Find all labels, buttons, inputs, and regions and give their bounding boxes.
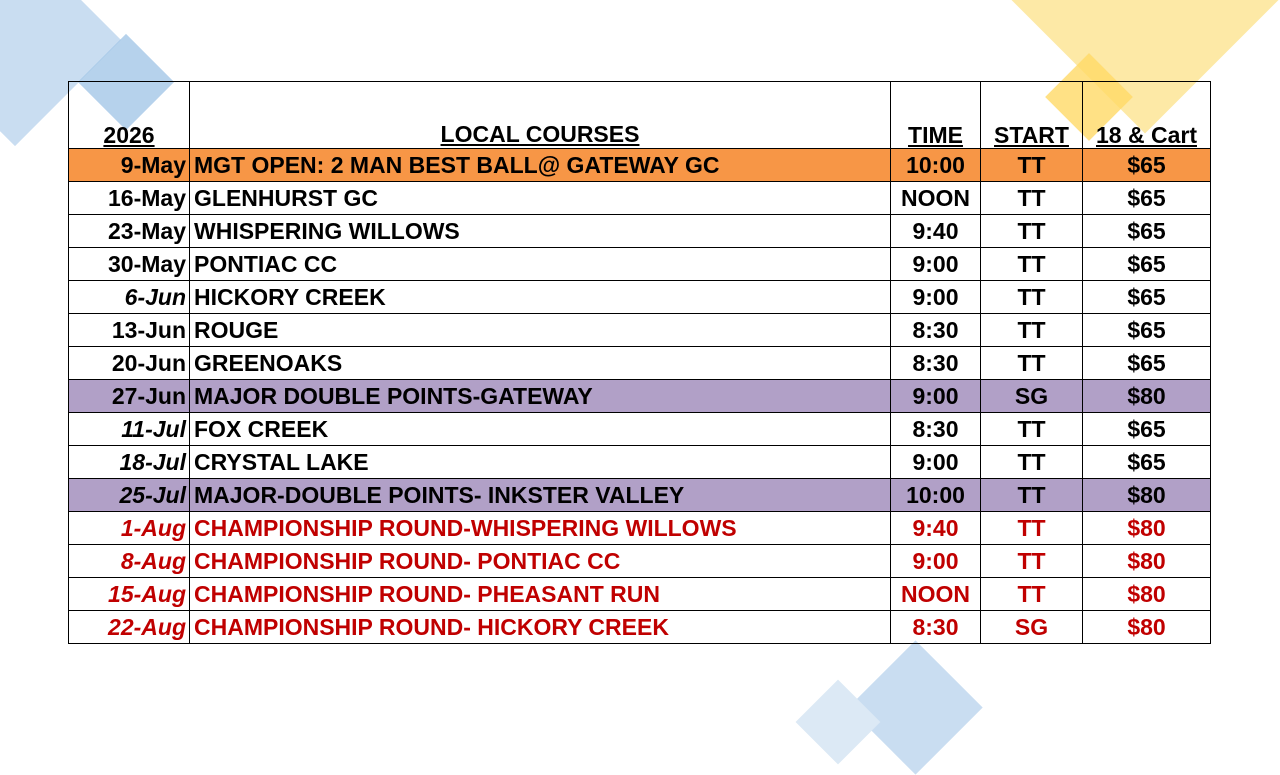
row-time: 9:40	[891, 215, 981, 248]
schedule-table	[68, 81, 1211, 644]
row-start: TT	[981, 413, 1083, 446]
row-date: 22-Aug	[69, 611, 190, 644]
row-time: 10:00	[891, 479, 981, 512]
row-course: GREENOAKS	[190, 347, 891, 380]
row-date: 16-May	[69, 182, 190, 215]
row-course: ROUGE	[190, 314, 891, 347]
row-price: $80	[1083, 479, 1211, 512]
row-course: CRYSTAL LAKE	[190, 446, 891, 479]
row-price: $65	[1083, 281, 1211, 314]
row-date: 13-Jun	[69, 314, 190, 347]
table-row	[69, 281, 1211, 314]
table-row	[69, 149, 1211, 182]
row-price: $65	[1083, 149, 1211, 182]
row-date: 27-Jun	[69, 380, 190, 413]
row-price: $80	[1083, 512, 1211, 545]
row-time: 9:00	[891, 545, 981, 578]
row-start: TT	[981, 545, 1083, 578]
row-date: 9-May	[69, 149, 190, 182]
table-row	[69, 413, 1211, 446]
row-price: $65	[1083, 215, 1211, 248]
row-course: WHISPERING WILLOWS	[190, 215, 891, 248]
row-price: $65	[1083, 182, 1211, 215]
row-price: $65	[1083, 347, 1211, 380]
table-row	[69, 215, 1211, 248]
decor-blue-diamond-bottom	[848, 640, 982, 774]
row-course: PONTIAC CC	[190, 248, 891, 281]
row-course: CHAMPIONSHIP ROUND- HICKORY CREEK	[190, 611, 891, 644]
row-date: 1-Aug	[69, 512, 190, 545]
row-date: 25-Jul	[69, 479, 190, 512]
header-start: START	[981, 82, 1083, 149]
row-start: TT	[981, 446, 1083, 479]
row-course: GLENHURST GC	[190, 182, 891, 215]
row-start: TT	[981, 512, 1083, 545]
table-row	[69, 347, 1211, 380]
row-start: TT	[981, 182, 1083, 215]
row-time: 8:30	[891, 413, 981, 446]
table-row	[69, 479, 1211, 512]
header-row	[69, 82, 1211, 149]
table-row	[69, 314, 1211, 347]
row-start: TT	[981, 215, 1083, 248]
row-time: 9:00	[891, 380, 981, 413]
row-date: 30-May	[69, 248, 190, 281]
row-time: 8:30	[891, 611, 981, 644]
row-course: CHAMPIONSHIP ROUND- PONTIAC CC	[190, 545, 891, 578]
row-date: 6-Jun	[69, 281, 190, 314]
row-date: 11-Jul	[69, 413, 190, 446]
row-start: TT	[981, 314, 1083, 347]
row-date: 8-Aug	[69, 545, 190, 578]
row-time: 9:40	[891, 512, 981, 545]
table-row	[69, 182, 1211, 215]
row-course: CHAMPIONSHIP ROUND-WHISPERING WILLOWS	[190, 512, 891, 545]
row-time: 10:00	[891, 149, 981, 182]
row-course: HICKORY CREEK	[190, 281, 891, 314]
table-row	[69, 611, 1211, 644]
header-18-and-cart: 18 & Cart	[1083, 82, 1211, 149]
row-start: SG	[981, 611, 1083, 644]
row-time: 8:30	[891, 347, 981, 380]
row-price: $65	[1083, 446, 1211, 479]
table-row	[69, 446, 1211, 479]
row-time: NOON	[891, 578, 981, 611]
row-time: 9:00	[891, 281, 981, 314]
row-course: MGT OPEN: 2 MAN BEST BALL@ GATEWAY GC	[190, 149, 891, 182]
row-price: $80	[1083, 578, 1211, 611]
row-time: 8:30	[891, 314, 981, 347]
table-row	[69, 545, 1211, 578]
row-start: TT	[981, 479, 1083, 512]
row-price: $80	[1083, 545, 1211, 578]
row-start: TT	[981, 248, 1083, 281]
row-price: $65	[1083, 413, 1211, 446]
row-start: TT	[981, 281, 1083, 314]
row-course: MAJOR-DOUBLE POINTS- INKSTER VALLEY	[190, 479, 891, 512]
table-row	[69, 248, 1211, 281]
row-start: SG	[981, 380, 1083, 413]
header-year: 2026	[69, 82, 190, 149]
row-course: CHAMPIONSHIP ROUND- PHEASANT RUN	[190, 578, 891, 611]
table-row	[69, 578, 1211, 611]
row-time: 9:00	[891, 248, 981, 281]
row-start: TT	[981, 347, 1083, 380]
row-date: 20-Jun	[69, 347, 190, 380]
row-price: $65	[1083, 314, 1211, 347]
row-time: NOON	[891, 182, 981, 215]
row-date: 18-Jul	[69, 446, 190, 479]
row-date: 15-Aug	[69, 578, 190, 611]
row-date: 23-May	[69, 215, 190, 248]
header-local-courses: LOCAL COURSES	[190, 82, 891, 149]
row-time: 9:00	[891, 446, 981, 479]
row-start: TT	[981, 578, 1083, 611]
table-row	[69, 512, 1211, 545]
row-start: TT	[981, 149, 1083, 182]
row-price: $80	[1083, 380, 1211, 413]
row-course: MAJOR DOUBLE POINTS-GATEWAY	[190, 380, 891, 413]
row-course: FOX CREEK	[190, 413, 891, 446]
row-price: $80	[1083, 611, 1211, 644]
header-time: TIME	[891, 82, 981, 149]
table-row	[69, 380, 1211, 413]
row-price: $65	[1083, 248, 1211, 281]
